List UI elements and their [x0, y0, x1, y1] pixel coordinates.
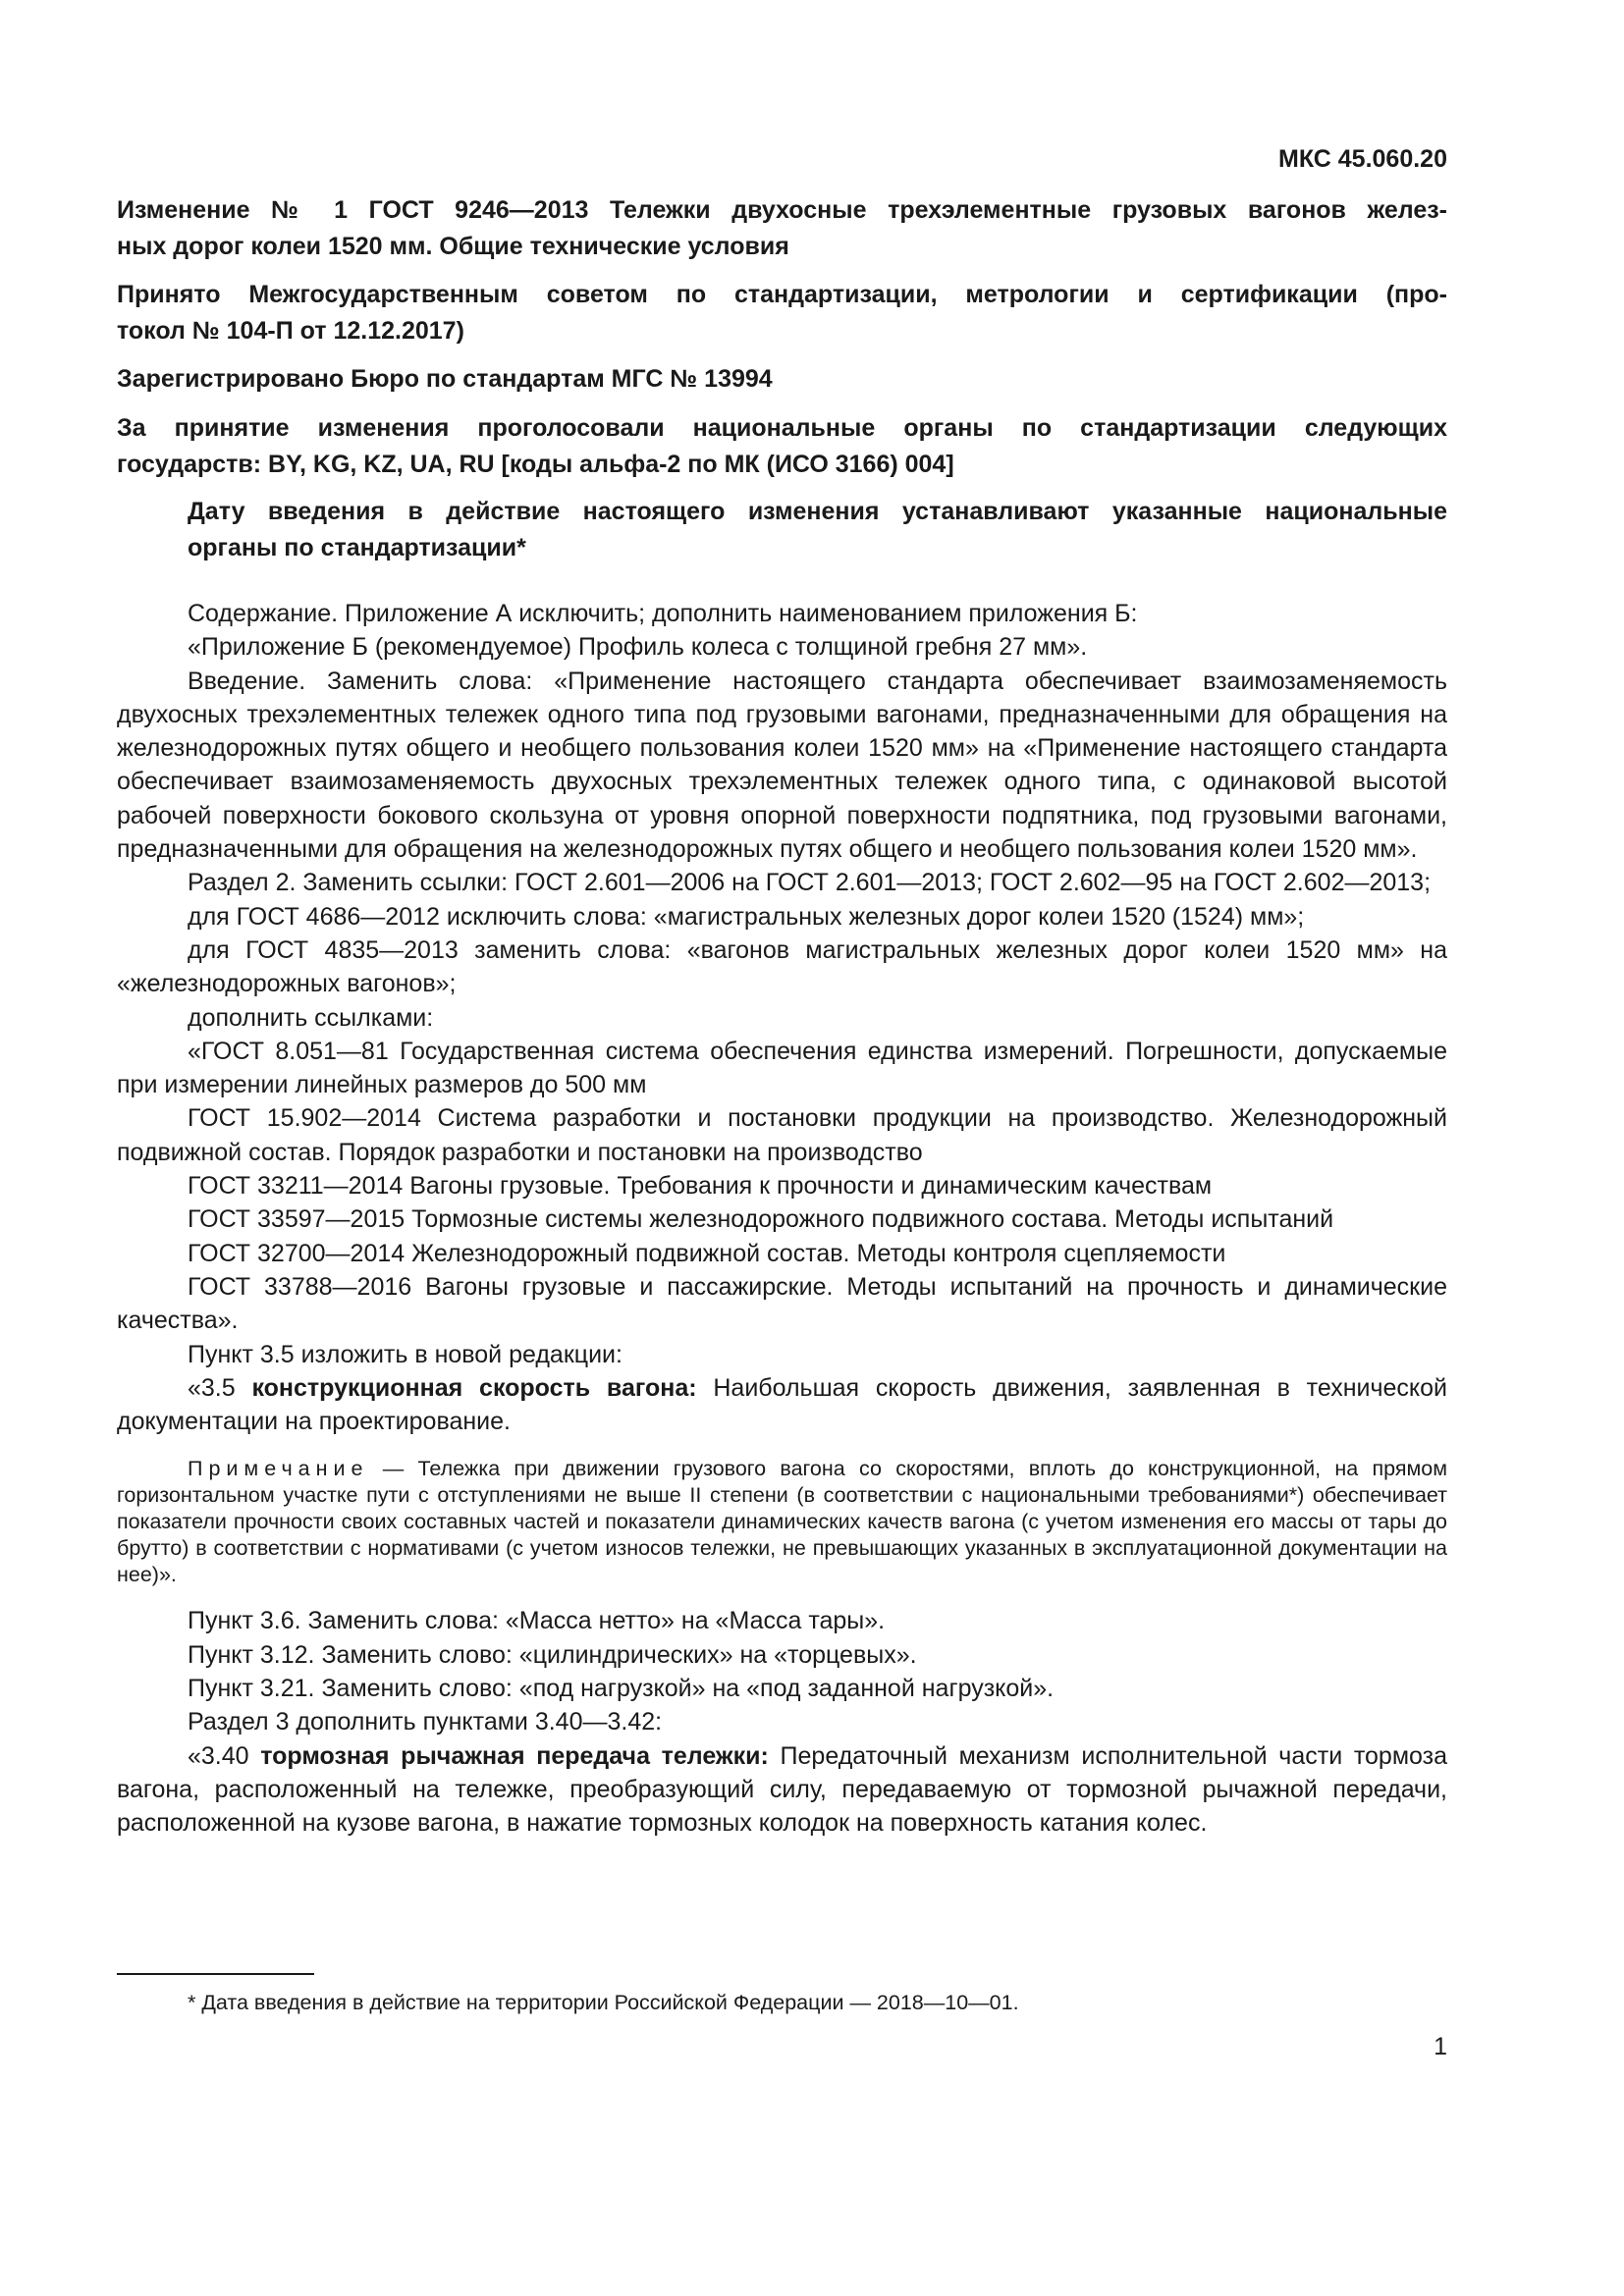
definition-3-5: «3.5 конструкционная скорость вагона: Наибольшая скорость движения, заявленная в технической документации на проектирование. — [117, 1373, 1447, 1436]
date-intro-line: органы по стандартизации* — [188, 534, 526, 561]
paragraph: Пункт 3.21. Заменить слово: «под нагрузкой» на «под заданной нагрузкой». — [188, 1675, 1055, 1703]
voted-line: государств: BY, KG, KZ, UA, RU [коды альфа-2 по МК (ИСО 3166) 004] — [117, 451, 954, 478]
paragraph: «Приложение Б (рекомендуемое) Профиль колеса с толщиной гребня 27 мм». — [188, 633, 1088, 662]
paragraph: Содержание. Приложение А исключить; дополнить наименованием приложения Б: — [188, 600, 1138, 627]
defined-term: тормозная рычажная передача тележки: — [260, 1741, 769, 1770]
page-number: 1 — [1434, 2033, 1447, 2060]
paragraph: дополнить ссылками: — [188, 1003, 434, 1032]
amendment-title — [117, 192, 1447, 265]
paragraph: Введение. Заменить слова: «Применение настоящего стандарта обеспечивает взаимозаменяемость двухосных трехэлементных тележек одного типа под грузовыми вагонами, предназначенными для обращения на железнодорожных путях общего и необщего пользования колеи 1520 мм» на «Применение настоящего стандарта обеспечивает взаимозаменяемость двухосных трехэлементных тележек одного типа, с одинаковой высотой рабочей поверхности бокового скользуна от уровня опорной поверхности подпятника, под грузовыми вагонами, предназначенными для обращения на железнодорожных путях общего и необщего пользования колеи 1520 мм». — [117, 667, 1447, 864]
date-intro-line: Дату введения в действие настоящего изменения устанавливают указанные национальные — [188, 498, 1447, 525]
registration-statement: Зарегистрировано Бюро по стандартам МГС № 13994 — [117, 365, 773, 393]
title-line: ных дорог колеи 1520 мм. Общие технические условия — [117, 233, 789, 260]
paragraph: «ГОСТ 8.051—81 Государственная система обеспечения единства измерений. Погрешности, допускаемые при измерении линейных размеров до 500 мм — [117, 1037, 1447, 1099]
paragraph: ГОСТ 32700—2014 Железнодорожный подвижной состав. Методы контроля сцепляемости — [188, 1239, 1226, 1267]
paragraph: для ГОСТ 4835—2013 заменить слова: «вагонов магистральных железных дорог колеи 1520 мм» на «железнодорожных вагонов»; — [117, 935, 1447, 998]
footnote: * Дата введения в действие на территории Российской Федерации — 2018—10—01. — [188, 1991, 1019, 2014]
adopted-line: Принято Межгосударственным советом по стандартизации, метрологии и сертификации (про- — [117, 281, 1447, 308]
adopted-line: токол № 104-П от 12.12.2017) — [117, 317, 464, 345]
note-label: Примечание — [188, 1457, 369, 1481]
document-page — [117, 0, 1447, 2296]
title-line: Изменение № 1 ГОСТ 9246—2013 Тележки двухосные трехэлементные грузовых вагонов желез- — [117, 196, 1447, 224]
paragraph: Раздел 3 дополнить пунктами 3.40—3.42: — [188, 1708, 663, 1736]
adopted-statement — [117, 277, 1447, 349]
amendment-body — [117, 597, 1447, 1841]
voted-line: За принятие изменения проголосовали национальные органы по стандартизации следующих — [117, 414, 1447, 442]
paragraph: Пункт 3.12. Заменить слово: «цилиндрических» на «торцевых». — [188, 1640, 917, 1669]
definition-3-40: «3.40 тормозная рычажная передача тележки: Передаточный механизм исполнительной части тормоза вагона, расположенный на тележке, преобразующий силу, передаваемую от тормозной рычажной передачи, расположенной на кузове вагона, в нажатие тормозных колодок на поверхность катания колес. — [117, 1741, 1447, 1838]
paragraph: для ГОСТ 4686—2012 исключить слова: «магистральных железных дорог колеи 1520 (1524) мм»; — [188, 902, 1305, 931]
paragraph: Пункт 3.6. Заменить слова: «Масса нетто» на «Масса тары». — [188, 1607, 886, 1635]
note-block — [117, 1456, 1447, 1588]
effective-date-statement — [117, 494, 1447, 566]
paragraph: ГОСТ 33597—2015 Тормозные системы железнодорожного подвижного состава. Методы испытаний — [188, 1205, 1334, 1234]
defined-term: конструкционная скорость вагона: — [251, 1373, 697, 1402]
classification-code: МКС 45.060.20 — [1278, 145, 1447, 173]
paragraph: Раздел 2. Заменить ссылки: ГОСТ 2.601—2006 на ГОСТ 2.601—2013; ГОСТ 2.602—95 на ГОСТ 2.602—2013; — [188, 869, 1432, 897]
paragraph: ГОСТ 15.902—2014 Система разработки и постановки продукции на производство. Железнодорожный подвижной состав. Порядок разработки и постановки на производство — [117, 1104, 1447, 1166]
paragraph: Пункт 3.5 изложить в новой редакции: — [188, 1340, 623, 1368]
paragraph: ГОСТ 33211—2014 Вагоны грузовые. Требования к прочности и динамическим качествам — [188, 1172, 1213, 1201]
paragraph: ГОСТ 33788—2016 Вагоны грузовые и пассажирские. Методы испытаний на прочность и динамические качества». — [117, 1272, 1447, 1335]
note-text: — Тележка при движении грузового вагона со скоростями, вплоть до конструкционной, на прямом горизонтальном участке пути с отступлениями не выше II степени (в соответствии с национальными требованиями*) обеспечивает показатели прочности своих составных частей и показатели динамических качеств вагона (с учетом изменения его массы от тары до брутто) в соответствии с нормативами (с учетом износов тележки, не превышающих указанных в эксплуатационной документации на нее)». — [117, 1457, 1447, 1587]
voting-statement — [117, 410, 1447, 483]
footnote-separator — [117, 1973, 314, 1975]
